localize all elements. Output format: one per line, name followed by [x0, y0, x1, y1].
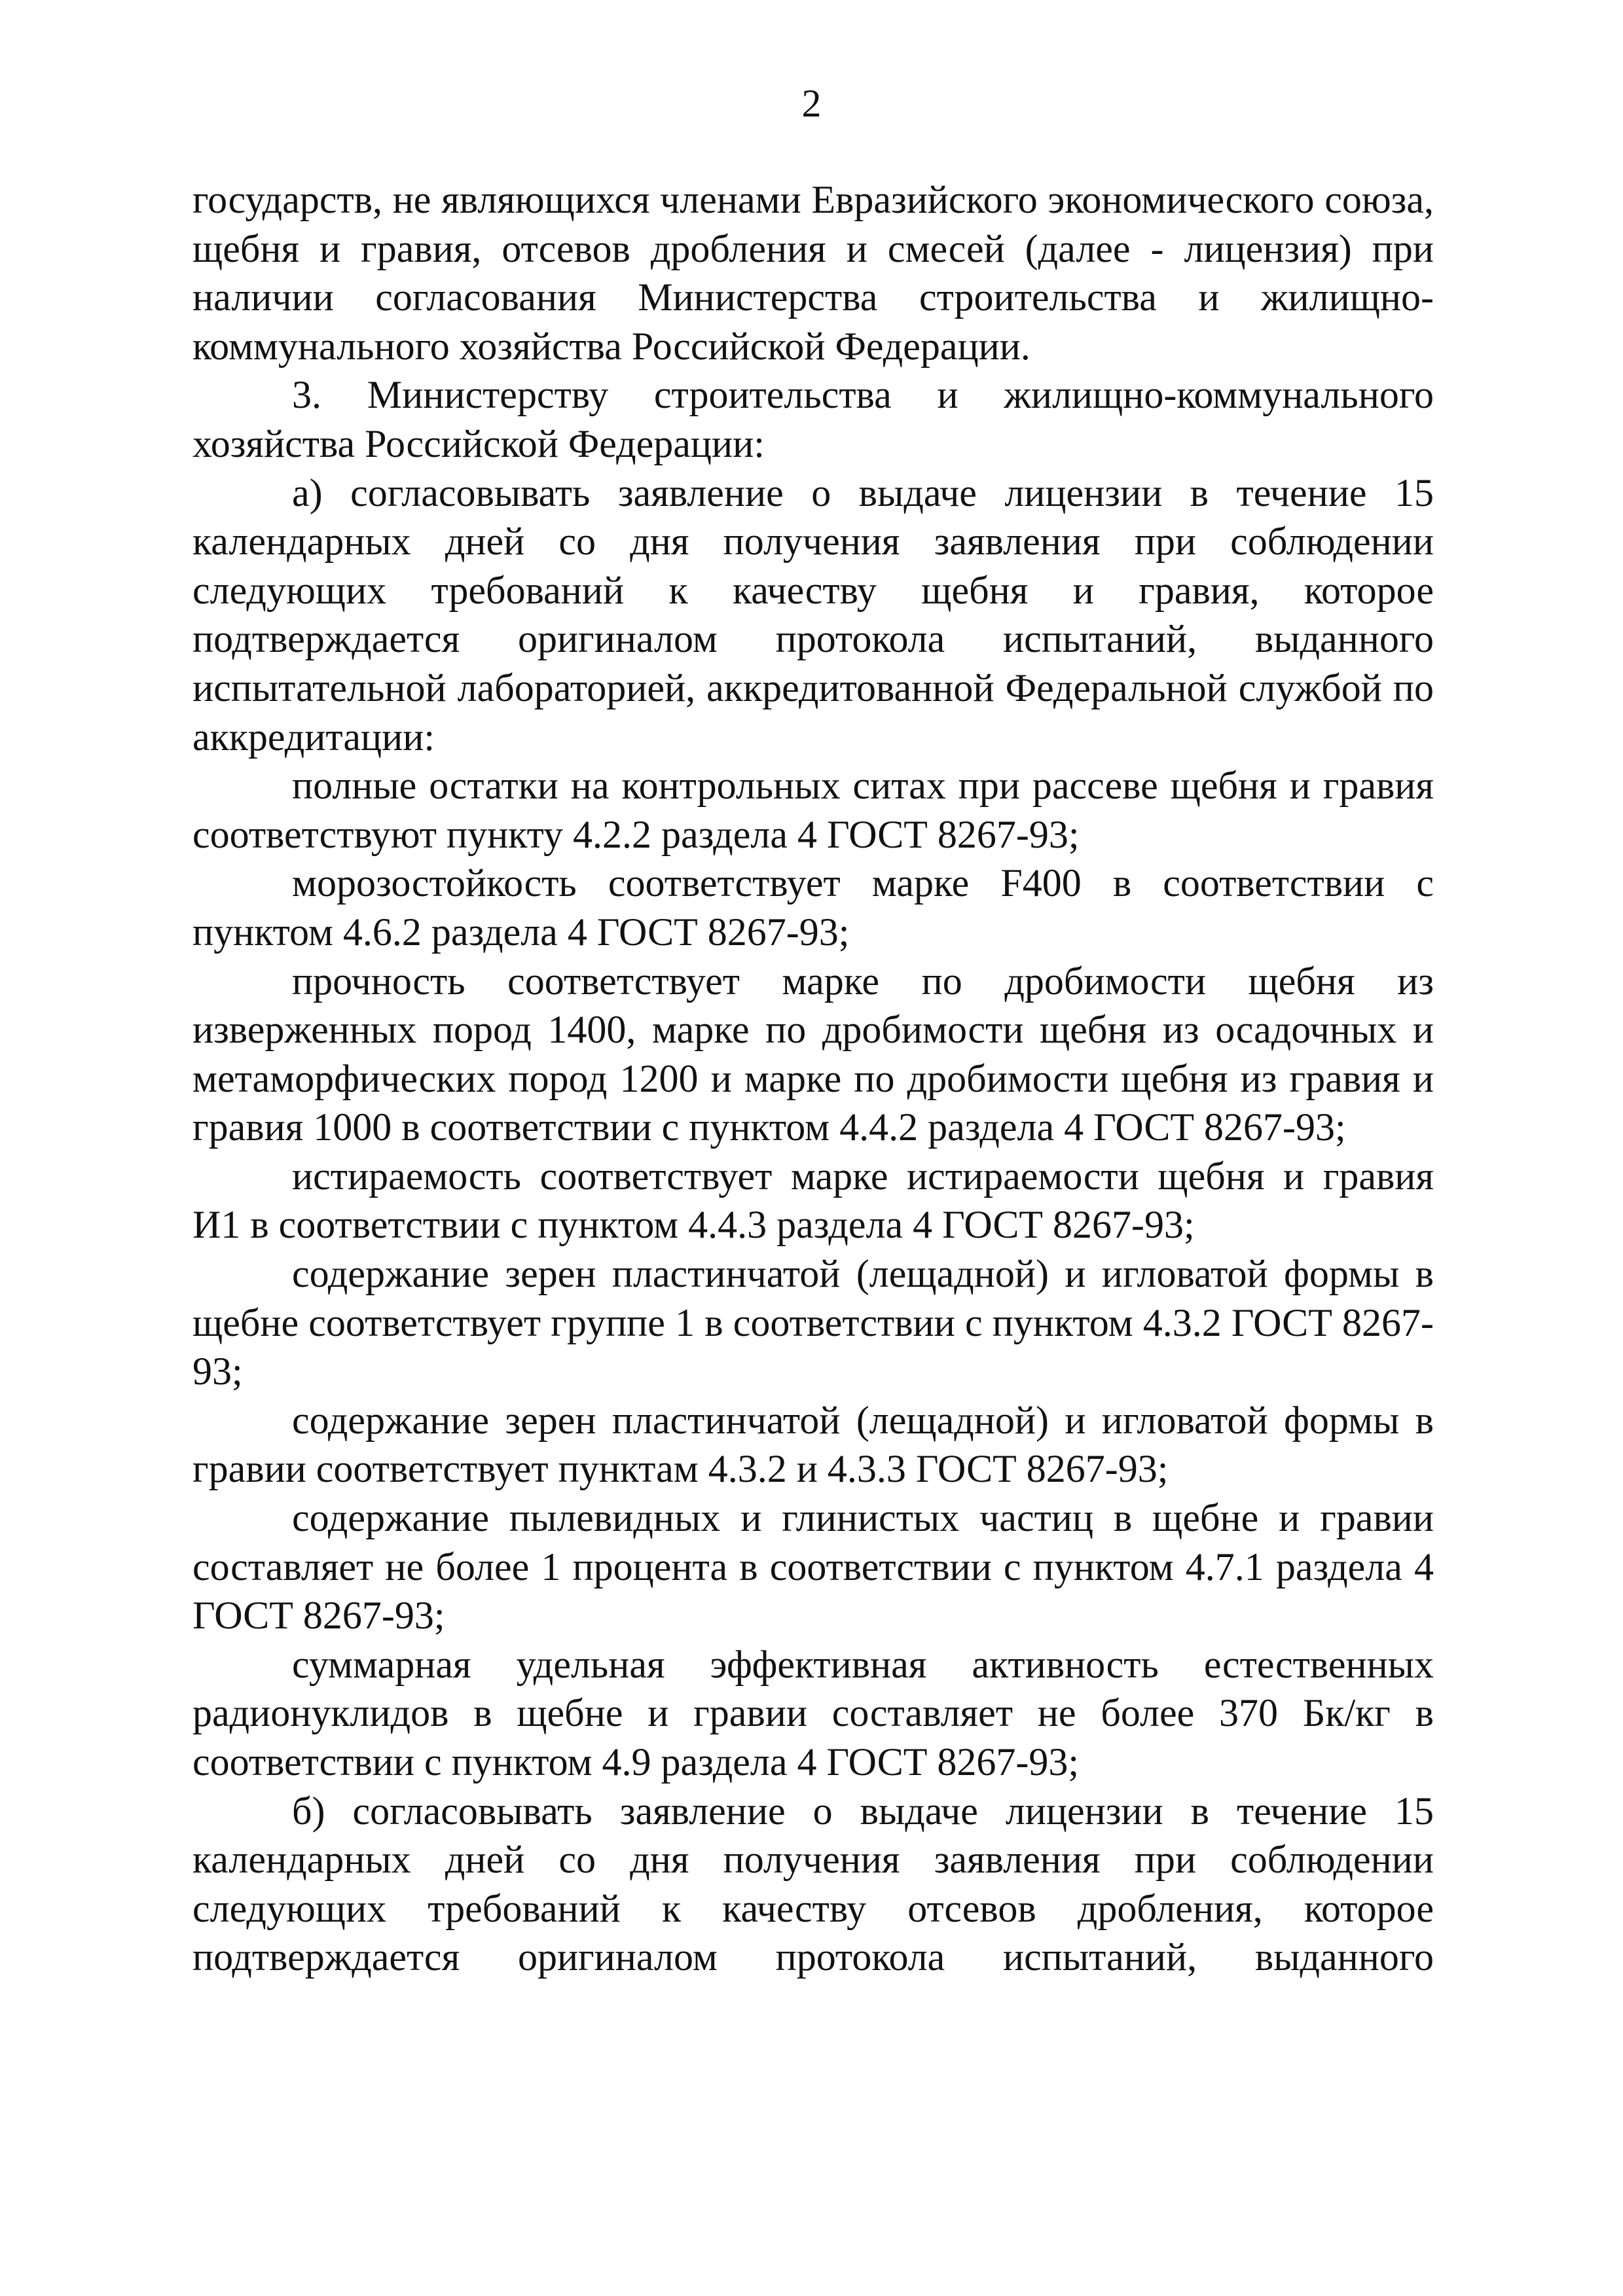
requirement-radionuclides: суммарная удельная эффективная активность естественных радионуклидов в щебне и гравии составляет не более 370 Бк/кг в соответствии с пунктом 4.9 раздела 4 ГОСТ 8267-93;	[192, 1642, 1434, 1784]
requirement-dust-clay-particles: содержание пылевидных и глинистых частиц в щебне и гравии составляет не более 1 процента в соответствии с пунктом 4.7.1 раздела 4 ГОСТ 8267-93;	[192, 1496, 1434, 1638]
paragraph-subitem-a: а) согласовывать заявление о выдаче лицензии в течение 15 календарных дней со дня получения заявления при соблюдении следующих требований к качеству щебня и гравия, которое подтверждается оригиналом протокола испытаний, выданного испытательной лабораторией, аккредитованной Федеральной службой по аккредитации:	[192, 471, 1434, 759]
paragraph-subitem-b: б) согласовывать заявление о выдаче лицензии в течение 15 календарных дней со дня получения заявления при соблюдении следующих требований к качеству отсевов дробления, которое подтверждается оригиналом протокола испытаний, выданного	[192, 1789, 1434, 1979]
paragraph-continuation: государств, не являющихся членами Евразийского экономического союза, щебня и гравия, отсевов дробления и смесей (далее - лицензия) при наличии согласования Министерства строительства и жилищно-коммунального хозяйства Российской Федерации.	[192, 178, 1434, 368]
requirement-sieve-residues: полные остатки на контрольных ситах при рассеве щебня и гравия соответствуют пункту 4.2.2 раздела 4 ГОСТ 8267-93;	[192, 764, 1434, 856]
requirement-frost-resistance: морозостойкость соответствует марке F400 в соответствии с пунктом 4.6.2 раздела 4 ГОСТ 8267-93;	[192, 861, 1434, 954]
requirement-strength: прочность соответствует марке по дробимости щебня из изверженных пород 1400, марке по дробимости щебня из осадочных и метаморфических пород 1200 и марке по дробимости щебня из гравия и гравия 1000 в соответствии с пунктом 4.4.2 раздела 4 ГОСТ 8267-93;	[192, 959, 1434, 1149]
requirement-flaky-grains-gravel: содержание зерен пластинчатой (лещадной) и игловатой формы в гравии соответствует пунктам 4.3.2 и 4.3.3 ГОСТ 8267-93;	[192, 1398, 1434, 1491]
page-number: 2	[801, 82, 822, 125]
requirement-flaky-grains-crushed-stone: содержание зерен пластинчатой (лещадной) и игловатой формы в щебне соответствует группе 1 в соответствии с пунктом 4.3.2 ГОСТ 8267-93;	[192, 1252, 1434, 1393]
document-body	[192, 175, 1434, 1982]
requirement-abrasion: истираемость соответствует марке истираемости щебня и гравия И1 в соответствии с пунктом 4.4.3 раздела 4 ГОСТ 8267-93;	[192, 1154, 1434, 1247]
paragraph-item-3: 3. Министерству строительства и жилищно-коммунального хозяйства Российской Федерации:	[192, 373, 1434, 465]
